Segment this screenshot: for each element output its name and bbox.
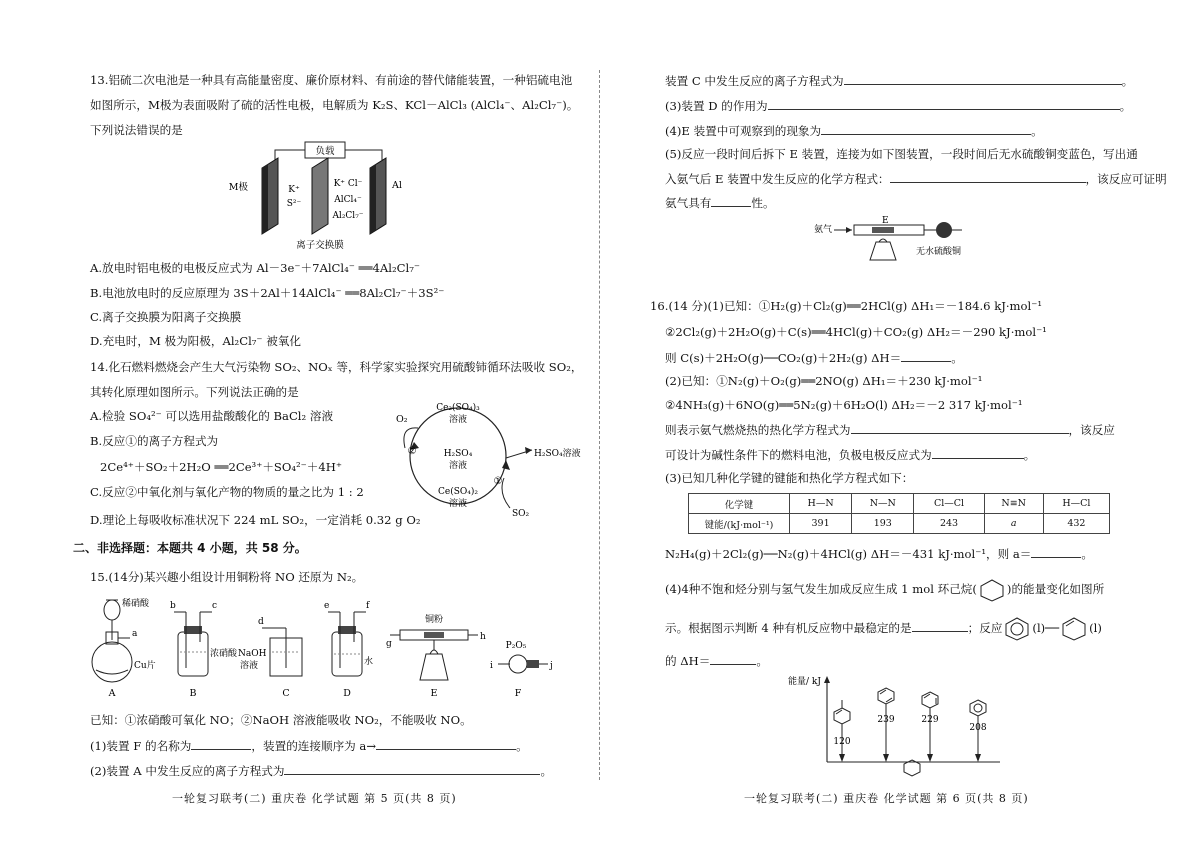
page-divider (599, 70, 600, 780)
q16-line7-text: 可设计为碱性条件下的燃料电池，负极电极反应式为 (665, 448, 932, 462)
q13-option-b: B.电池放电时的反应原理为 3S＋2Al＋14AlCl₄⁻ ══8Al₂Cl₇⁻＋3S²⁻ (90, 286, 445, 300)
q15-c-text: 装置 C 中发生反应的离子方程式为 (665, 74, 844, 88)
q14-option-a: A.检验 SO₄²⁻ 可以选用盐酸酸化的 BaCl₂ 溶液 (90, 409, 334, 423)
q16-line11 (665, 616, 1102, 642)
ce2so43-solution-label: 溶液 (448, 415, 468, 425)
answer-blank-f-name[interactable] (191, 737, 251, 750)
answer-blank-e-phenomenon[interactable] (821, 122, 1031, 135)
q16-line7 (665, 446, 1035, 463)
answer-blank-anode-equation[interactable] (932, 446, 1024, 459)
q16-line12-end: 。 (756, 654, 768, 668)
answer-blank-order[interactable] (376, 737, 516, 750)
table-cell: 193 (852, 514, 914, 534)
q16-line9 (665, 545, 1093, 562)
q15-c-equation (665, 72, 1133, 89)
q15-part4-end: 。 (1031, 124, 1043, 138)
q14-stem-line1: 14.化石燃料燃烧会产生大气污染物 SO₂、NOₓ 等，科学家实验探究用硫酸铈循环法吸收 SO₂， (90, 360, 583, 374)
q16-line7-end: 。 (1023, 448, 1036, 462)
q15-part5-line2-text: 入氨气后 E 装置中发生反应的化学方程式： (665, 172, 890, 186)
port-e-label: e (324, 601, 330, 611)
o2-label: O₂ (396, 414, 408, 425)
ammonia-label: 氨气 (814, 225, 833, 235)
apparatus-d-label: D (343, 688, 351, 699)
table-header-cell: H—N (790, 494, 852, 514)
right-page (602, 0, 1200, 849)
table-row (689, 514, 1110, 534)
q13-stem-line3: 下列说法错误的是 (90, 123, 183, 137)
q16-line9-end: 。 (1081, 547, 1093, 561)
q16-line10-text: (4)4种不饱和烃分别与氢气发生加成反应生成 1 mol 环己烷( (665, 582, 977, 596)
so2-input-label: SO₂ (512, 509, 530, 519)
q15-known: 已知：①浓硝酸可氧化 NO；②NaOH 溶液能吸收 NO₂，不能吸收 NO。 (90, 713, 472, 727)
p2o5-label: P₂O₅ (505, 641, 527, 651)
q15-stem: 15.(14分)某兴趣小组设计用铜粉将 NO 还原为 N₂。 (90, 570, 364, 584)
q16-line4: (2)已知：①N₂(g)＋O₂(g)══2NO(g) ΔH₁＝＋230 kJ·mol⁻¹ (665, 374, 983, 388)
q16-line1: 16.(14 分)(1)已知：①H₂(g)＋Cl₂(g)══2HCl(g) ΔH₁＝－184.6 kJ·mol⁻¹ (650, 299, 1043, 313)
port-g-label: g (386, 639, 392, 649)
q14-option-b: B.反应①的离子方程式为 (90, 434, 219, 448)
answer-blank-a-equation[interactable] (284, 762, 540, 775)
conc-nitric-label: 浓硝酸 (210, 649, 238, 659)
table-header-cell: Cl—Cl (914, 494, 984, 514)
q16-line11-mid: (l)── (1032, 621, 1060, 635)
q15-part1-order: ，装置的连接顺序为 a→ (251, 739, 377, 753)
q15-c-end: 。 (1121, 74, 1134, 88)
q15-part5-line3-text: 氨气具有 (665, 196, 712, 210)
q16-line12 (665, 652, 768, 669)
q15-part2-text: (2)装置 A 中发生反应的离子方程式为 (90, 764, 285, 778)
port-i-label: i (490, 661, 493, 671)
answer-blank-d-role[interactable] (768, 97, 1120, 110)
q15-part1-text: (1)装置 F 的名称为 (90, 739, 192, 753)
h2so4-output-label: H₂SO₄溶液 (534, 449, 581, 459)
q16-line10-end: )的能量变化如图所 (1006, 582, 1105, 596)
q13-option-c: C.离子交换膜为阳离子交换膜 (90, 310, 242, 324)
table-header-cell: N—N (852, 494, 914, 514)
table-cell: 432 (1043, 514, 1109, 534)
right-ion-3: Al₂Cl₇⁻ (332, 211, 364, 221)
cyclohexene-icon (1059, 616, 1089, 642)
q16-line2: ②2Cl₂(g)＋2H₂O(g)＋C(s)══4HCl(g)＋CO₂(g) ΔH₂＝－290 kJ·mol⁻¹ (665, 325, 1047, 339)
al-electrode-label: Al (392, 180, 402, 191)
q16-line8: (3)已知几种化学键的键能和热化学方程式如下： (665, 471, 914, 485)
q16-line3 (665, 349, 963, 366)
energy-value-4: 208 (969, 723, 987, 733)
naoh-label: NaOH (238, 649, 267, 659)
h2so4-center-label: H₂SO₄ (443, 449, 473, 459)
q14-option-d: D.理论上每吸收标准状况下 224 mL SO₂，一定消耗 0.32 g O₂ (90, 513, 421, 527)
port-a-label: a (132, 629, 138, 639)
ammonia-apparatus-diagram (812, 214, 992, 264)
q16-line3-text: 则 C(s)＋2H₂O(g)──CO₂(g)＋2H₂(g) ΔH＝ (665, 351, 902, 365)
apparatus-diagram (90, 592, 560, 704)
ceso42-label: Ce(SO₄)₂ (438, 487, 478, 497)
table-header-row (689, 494, 1110, 514)
battery-diagram (230, 140, 430, 252)
bond-energy-table (688, 493, 1110, 534)
right-footer: 一轮复习联考(二) 重庆卷 化学试题 第 6 页(共 8 页) (744, 792, 1029, 805)
q15-part3-end: 。 (1119, 99, 1132, 113)
q15-part5-line1: (5)反应一段时间后拆下 E 装置，连接为如下图装置，一段时间后无水硫酸铜变蓝色，写出通 (665, 147, 1138, 161)
energy-diagram (782, 674, 1012, 778)
q15-part3-text: (3)装置 D 的作用为 (665, 99, 768, 113)
table-cell: a (984, 514, 1043, 534)
answer-blank-most-stable[interactable] (912, 619, 968, 632)
energy-value-1: 120 (833, 737, 851, 747)
ce2so43-label: Ce₂(SO₄)₃ (436, 403, 480, 413)
answer-blank-a[interactable] (1031, 545, 1081, 558)
q16-line6-text: 则表示氨气燃烧热的热化学方程式为 (665, 423, 851, 437)
dilute-nitric-label: 稀硝酸 (122, 599, 150, 609)
cyclohexane-icon (977, 578, 1007, 602)
q13-stem-line1: 13.铝硫二次电池是一种具有高能量密度、廉价原材料、有前途的替代储能装置，一种铝硫电池 (90, 73, 573, 87)
port-j-label: j (550, 661, 553, 671)
q15-part2 (90, 762, 552, 779)
apparatus-c-label: C (282, 688, 290, 699)
q15-part1-end: 。 (516, 739, 528, 753)
table-cell: 391 (790, 514, 852, 534)
q15-part5-line3 (665, 194, 775, 211)
energy-value-2: 239 (877, 715, 895, 725)
naoh-solution-label: 溶液 (240, 661, 259, 671)
copper-sheet-label: Cu片 (134, 661, 156, 671)
answer-blank-reaction-dh[interactable] (710, 652, 756, 665)
reaction-2-marker: ② (407, 446, 417, 457)
answer-blank-combustion-equation[interactable] (851, 421, 1069, 434)
port-b-label: b (170, 601, 176, 611)
copper-powder-label: 铜粉 (424, 615, 444, 625)
device-e-label: E (882, 216, 889, 226)
q13-option-d: D.充电时，M 极为阳极，Al₂Cl₇⁻ 被氧化 (90, 334, 302, 348)
reaction-1-marker: ① (493, 476, 503, 487)
port-c-label: c (212, 601, 218, 611)
apparatus-a-label: A (108, 688, 116, 699)
left-footer: 一轮复习联考(二) 重庆卷 化学试题 第 5 页(共 8 页) (172, 792, 457, 805)
q14-option-b-equation: 2Ce⁴⁺＋SO₂＋2H₂O ══2Ce³⁺＋SO₄²⁻＋4H⁺ (100, 460, 342, 474)
water-label: 水 (364, 657, 374, 667)
q15-part2-end: 。 (540, 764, 553, 778)
q16-line12-text: 的 ΔH＝ (665, 654, 711, 668)
table-header-cell: N≡N (984, 494, 1043, 514)
q16-line9-text: N₂H₄(g)＋2Cl₂(g)──N₂(g)＋4HCl(g) ΔH＝－431 kJ·mol⁻¹，则 a＝ (665, 547, 1032, 561)
m-electrode-label: M极 (228, 182, 248, 193)
answer-blank-c-equation[interactable] (844, 72, 1122, 85)
anhydrous-cuso4-label: 无水硫酸铜 (916, 247, 962, 257)
q15-part5-line2 (665, 170, 1167, 187)
table-header-cell: 化学键 (689, 494, 790, 514)
ceso42-solution-label: 溶液 (448, 499, 468, 509)
energy-value-3: 229 (921, 715, 939, 725)
benzene-icon (1002, 616, 1032, 642)
apparatus-b-label: B (189, 688, 197, 699)
table-row-label: 键能/(kJ·mol⁻¹) (689, 514, 790, 534)
q15-part1 (90, 737, 528, 754)
table-header-cell: H—Cl (1043, 494, 1109, 514)
q16-line10 (665, 578, 1104, 602)
left-ion-1: K⁺ (288, 185, 300, 195)
membrane-label: 离子交换膜 (296, 240, 344, 251)
section-heading: 二、非选择题：本题共 4 小题，共 58 分。 (73, 541, 307, 555)
q15-part4-text: (4)E 装置中可观察到的现象为 (665, 124, 822, 138)
left-ion-2: S²⁻ (286, 199, 302, 209)
q16-line6-end: ，该反应 (1068, 423, 1115, 437)
h2so4-center-solution: 溶液 (448, 461, 468, 471)
right-ion-1: K⁺ Cl⁻ (333, 179, 363, 189)
q16-line11-end: (l) (1089, 621, 1102, 635)
q16-line6 (665, 421, 1115, 438)
q14-option-c: C.反应②中氧化剂与氧化产物的物质的量之比为 1 : 2 (90, 485, 364, 499)
q16-line11-reaction: ；反应 (967, 621, 1003, 635)
right-ion-2: AlCl₄⁻ (334, 195, 362, 205)
q15-part5-line2-end: ，该反应可证明 (1085, 172, 1167, 186)
answer-blank-dh[interactable] (901, 349, 951, 362)
energy-axis-label: 能量/ kJ (788, 677, 821, 687)
q16-line11-text: 示。根据图示判断 4 种有机反应物中最稳定的是 (665, 621, 912, 635)
q13-stem-line2: 如图所示，M极为表面吸附了硫的活性电极，电解质为 K₂S、KCl－AlCl₃ (AlCl₄⁻、Al₂Cl₇⁻)。 (90, 98, 579, 112)
cerium-cycle-diagram (390, 398, 590, 518)
q15-part5-line3-end: 性。 (751, 196, 775, 210)
answer-blank-property[interactable] (711, 194, 751, 207)
port-f-label: f (366, 601, 370, 611)
port-h-label: h (480, 632, 486, 642)
load-label: 负载 (315, 146, 335, 157)
table-cell: 243 (914, 514, 984, 534)
q15-part3 (665, 97, 1131, 114)
q16-line5: ②4NH₃(g)＋6NO(g)══5N₂(g)＋6H₂O(l) ΔH₂＝－2 317 kJ·mol⁻¹ (665, 398, 1023, 412)
port-d-label: d (258, 617, 264, 627)
q14-stem-line2: 其转化原理如图所示。下列说法正确的是 (90, 385, 299, 399)
apparatus-f-label: F (514, 688, 522, 699)
q16-line3-end: 。 (951, 351, 963, 365)
answer-blank-e-equation[interactable] (890, 170, 1086, 183)
q15-part4 (665, 122, 1043, 139)
apparatus-e-label: E (430, 688, 438, 699)
q13-option-a: A.放电时铝电极的电极反应式为 Al－3e⁻＋7AlCl₄⁻ ══4Al₂Cl₇⁻ (90, 261, 420, 275)
